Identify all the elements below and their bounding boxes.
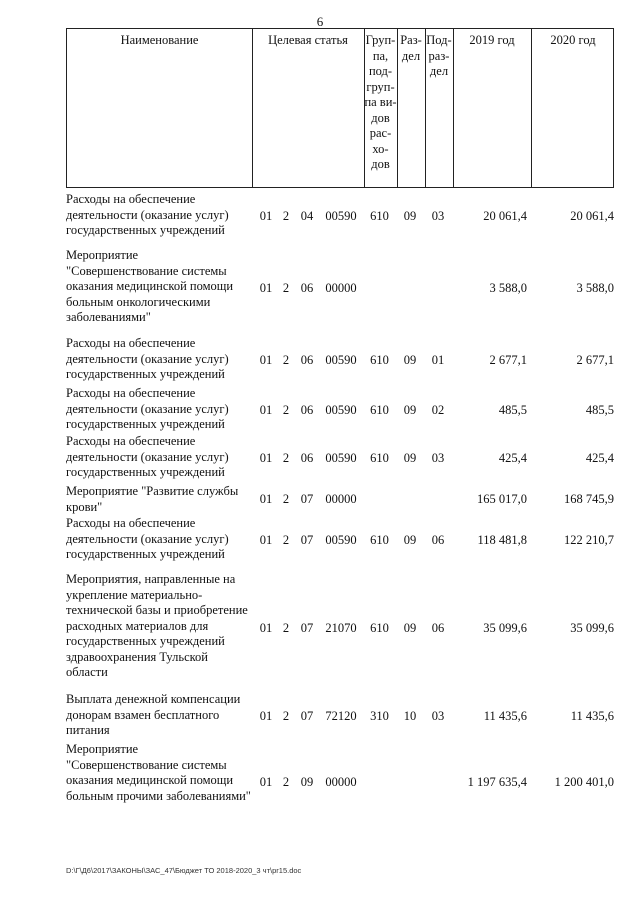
code-subprogram: 2: [282, 281, 290, 295]
table-row: [66, 336, 614, 382]
code-section: 09: [403, 533, 417, 547]
code-subsection: 01: [431, 353, 445, 367]
table-row: [66, 386, 614, 432]
code-expense-group: 610: [370, 403, 389, 417]
code-subprogram: 2: [282, 621, 290, 635]
amount-2019: 11 435,6: [483, 709, 527, 723]
header-2020: 2020 год: [550, 33, 596, 47]
file-path-footer: D:\Г\Д6\2017\ЗАКОНЫ\ЗАС_47\Бюджет ТО 2018-2020_3 чт\pr15.doc: [66, 866, 302, 875]
row-name: Мероприятие "Совершенствование системы оказания медицинской помощи больным онкологическими заболеваниями": [66, 248, 234, 324]
amount-2019: 165 017,0: [477, 492, 527, 506]
amount-2020: 1 200 401,0: [554, 775, 614, 789]
table-row: [66, 484, 614, 516]
amount-2020: 20 061,4: [570, 209, 614, 223]
amount-2019: 485,5: [498, 403, 527, 417]
table-row: [66, 516, 614, 564]
code-program: 01: [259, 621, 273, 635]
code-section: 09: [403, 621, 417, 635]
row-name: Выплата денежной компенсации донорам взамен бесплатного питания: [66, 692, 241, 737]
amount-2019: 2 677,1: [489, 353, 527, 367]
code-subprogram: 2: [282, 492, 290, 506]
code-program: 01: [259, 403, 273, 417]
code-direction: 00000: [325, 775, 357, 789]
table-row: [66, 248, 614, 328]
code-program: 01: [259, 775, 273, 789]
code-direction: 00000: [325, 492, 357, 506]
code-direction: 00590: [325, 209, 357, 223]
amount-2020: 485,5: [585, 403, 614, 417]
code-program: 01: [259, 709, 273, 723]
header-target: Целевая статья: [268, 33, 348, 47]
code-section: 09: [403, 353, 417, 367]
amount-2019: 35 099,6: [483, 621, 527, 635]
code-subsection: 03: [431, 209, 445, 223]
code-subprogram: 2: [282, 709, 290, 723]
code-expense-group: 610: [370, 209, 389, 223]
amount-2020: 425,4: [585, 451, 614, 465]
amount-2020: 3 588,0: [576, 281, 614, 295]
code-subsection: 03: [431, 451, 445, 465]
code-subsection: 02: [431, 403, 445, 417]
code-program: 01: [259, 209, 273, 223]
amount-2020: 168 745,9: [564, 492, 614, 506]
code-subprogram: 2: [282, 451, 290, 465]
code-program: 01: [259, 492, 273, 506]
row-name: Мероприятия, направленные на укрепление материально-технической базы и приобретение расходных материалов для государственных учреждений здравоохранения Тульской области: [66, 572, 248, 679]
code-section: 10: [403, 709, 417, 723]
table-row: [66, 572, 614, 682]
amount-2019: 118 481,8: [477, 533, 527, 547]
code-program: 01: [259, 353, 273, 367]
page-number: 6: [316, 14, 324, 29]
code-subprogram: 2: [282, 209, 290, 223]
table-row: [66, 434, 614, 480]
row-name: Расходы на обеспечение деятельности (оказание услуг) государственных учреждений: [66, 434, 229, 479]
code-direction: 00590: [325, 353, 357, 367]
header-subsection: Под- раз- дел: [426, 33, 452, 78]
code-event: 07: [300, 533, 314, 547]
code-expense-group: 310: [370, 709, 389, 723]
amount-2019: 3 588,0: [489, 281, 527, 295]
amount-2019: 1 197 635,4: [467, 775, 527, 789]
table-row: [66, 692, 614, 738]
code-subprogram: 2: [282, 533, 290, 547]
table-row: [66, 192, 614, 238]
header-section: Раз- дел: [400, 33, 422, 63]
code-event: 07: [300, 492, 314, 506]
code-event: 06: [300, 353, 314, 367]
code-event: 04: [300, 209, 314, 223]
row-name: Мероприятие "Развитие службы крови": [66, 484, 239, 514]
row-name: Расходы на обеспечение деятельности (оказание услуг) государственных учреждений: [66, 386, 229, 431]
code-direction: 00000: [325, 281, 357, 295]
row-name: Мероприятие "Совершенствование системы оказания медицинской помощи больным прочими заболеваниями": [66, 742, 251, 803]
code-event: 06: [300, 451, 314, 465]
amount-2020: 35 099,6: [570, 621, 614, 635]
code-subsection: 06: [431, 621, 445, 635]
code-direction: 72120: [325, 709, 357, 723]
code-section: 09: [403, 451, 417, 465]
code-event: 06: [300, 281, 314, 295]
code-program: 01: [259, 533, 273, 547]
code-expense-group: 610: [370, 621, 389, 635]
code-subsection: 06: [431, 533, 445, 547]
code-direction: 00590: [325, 403, 357, 417]
code-direction: 21070: [325, 621, 357, 635]
code-direction: 00590: [325, 451, 357, 465]
header-group: Груп- па, под- груп- па ви- дов рас- хо- дов: [364, 33, 397, 171]
code-program: 01: [259, 451, 273, 465]
header-2019: 2019 год: [469, 33, 515, 47]
amount-2020: 122 210,7: [564, 533, 614, 547]
code-expense-group: 610: [370, 533, 389, 547]
code-event: 07: [300, 709, 314, 723]
code-subprogram: 2: [282, 403, 290, 417]
header-name: Наименование: [120, 33, 199, 47]
table-header: [66, 28, 614, 188]
code-program: 01: [259, 281, 273, 295]
code-subsection: 03: [431, 709, 445, 723]
code-direction: 00590: [325, 533, 357, 547]
row-name: Расходы на обеспечение деятельности (оказание услуг) государственных учреждений: [66, 192, 229, 237]
amount-2020: 11 435,6: [570, 709, 614, 723]
code-subprogram: 2: [282, 353, 290, 367]
code-expense-group: 610: [370, 353, 389, 367]
code-subprogram: 2: [282, 775, 290, 789]
amount-2019: 425,4: [498, 451, 527, 465]
row-name: Расходы на обеспечение деятельности (оказание услуг) государственных учреждений: [66, 516, 229, 561]
code-event: 06: [300, 403, 314, 417]
table-row: [66, 742, 614, 822]
code-section: 09: [403, 403, 417, 417]
code-expense-group: 610: [370, 451, 389, 465]
code-event: 07: [300, 621, 314, 635]
code-section: 09: [403, 209, 417, 223]
amount-2020: 2 677,1: [576, 353, 614, 367]
row-name: Расходы на обеспечение деятельности (оказание услуг) государственных учреждений: [66, 336, 229, 381]
code-event: 09: [300, 775, 314, 789]
amount-2019: 20 061,4: [483, 209, 527, 223]
